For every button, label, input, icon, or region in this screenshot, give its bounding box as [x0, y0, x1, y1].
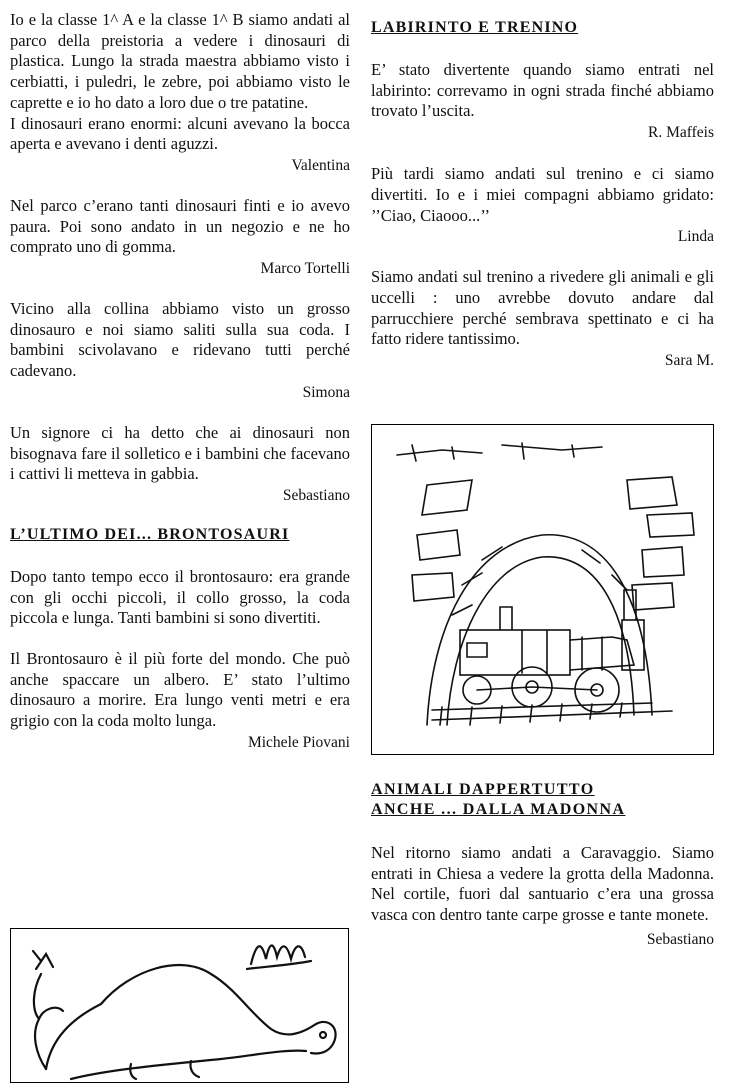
paragraph-class-trip: Io e la classe 1^ A e la classe 1^ B siamo andati al parco della preistoria a vedere i dinosauri di plastica. Lungo la strada maestra abbiamo visto i cerbiatti, i puledri, le zebre, poi abbiamo visto le caprette e io ho dato a loro due o tre patatine.: [10, 10, 350, 112]
brontosaurus-illustration: [11, 929, 348, 1082]
paragraph-brontosaurus-1: Dopo tanto tempo ecco il brontosauro: era grande con gli occhi piccoli, il collo grosso, la coda piccola e lunga. Tanti bambini si sono divertiti.: [10, 566, 350, 628]
signature-michele-piovani: Michele Piovani: [247, 733, 350, 751]
signature-simona: Simona: [302, 383, 350, 401]
left-column: [10, 0, 350, 753]
heading-brontosauri: L’ULTIMO DEI... BRONTOSAURI: [10, 525, 290, 543]
paragraph-brontosaurus-2: Il Brontosauro è il più forte del mondo. Che può anche spaccare un albero. E’ stato l’ultimo dinosauro a morire. Era lungo venti metri e era grigio con la coda molto lunga.: [10, 649, 350, 731]
signature-linda: Linda: [677, 228, 714, 246]
paragraph-trenino: Più tardi siamo andati sul trenino e ci siamo divertiti. Io e i miei compagni abbiamo gridato: ’’Ciao, Ciaooo...’’: [371, 164, 714, 225]
heading-labirinto: LABIRINTO E TRENINO: [371, 19, 579, 36]
paragraph-dinosaurs-teeth: I dinosauri erano enormi: alcuni avevano la bocca aperta e avevano i denti aguzzi.: [10, 113, 350, 154]
train-in-tunnel-drawing: [371, 424, 714, 755]
paragraph-fake-dinosaurs: Nel parco c’erano tanti dinosauri finti e io avevo paura. Poi sono andato in un negozio e ne ho comprato uno di gomma.: [10, 195, 350, 257]
paragraph-caravaggio: Nel ritorno siamo andati a Caravaggio. Siamo entrati in Chiesa a vedere la grotta della Madonna. Nel cortile, fuori dal santuario c’era una grossa vasca con dentro tante carpe grosse e tante monete.: [371, 843, 714, 925]
paragraph-hill-dinosaur: Vicino alla collina abbiamo visto un grosso dinosauro e noi siamo saliti sulla sua coda. I bambini scivolavano e ridevano tutti perché cadevano.: [10, 299, 350, 381]
signature-marco-tortelli: Marco Tortelli: [260, 260, 350, 278]
signature-sara-m: Sara M.: [664, 352, 714, 370]
signature-valentina: Valentina: [291, 156, 350, 174]
train-illustration: [372, 425, 713, 754]
signature-sebastiano-left: Sebastiano: [282, 486, 350, 504]
paragraph-animali-uccelli: Siamo andati sul trenino a rivedere gli animali e gli uccelli : uno avrebbe dovuto andare dal parrucchiere perché sembrava spettinato e ci ha fatto ridere tantissimo.: [371, 267, 714, 349]
right-column: [371, 0, 714, 371]
brontosaurus-drawing: [10, 928, 349, 1083]
heading-animali-line2: ANCHE ... DALLA MADONNA: [371, 801, 626, 818]
paragraph-labirinto: E’ stato divertente quando siamo entrati nel labirinto: correvamo in ogni strada finché abbiamo trovato l’uscita.: [371, 60, 714, 121]
signature-sebastiano-right: Sebastiano: [646, 930, 714, 948]
heading-animali-line1: ANIMALI DAPPERTUTTO: [371, 781, 595, 798]
right-column-lower: [371, 780, 714, 950]
signature-r-maffeis: R. Maffeis: [647, 124, 714, 142]
paragraph-gentleman: Un signore ci ha detto che ai dinosauri non bisognava fare il solletico e i bambini che facevano i cattivi li metteva in gabbia.: [10, 422, 350, 484]
